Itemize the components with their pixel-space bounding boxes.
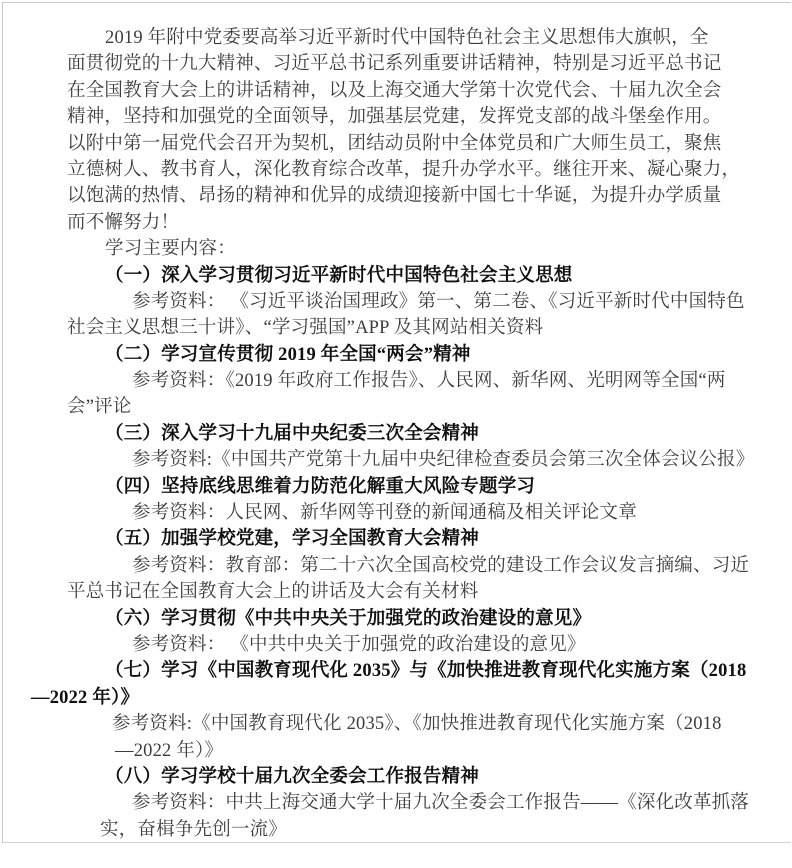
reference-line: 参考资料：中共上海交通大学十届九次全委会工作报告——《深化改革抓落 bbox=[132, 793, 750, 814]
reference-line: 参考资料:《中国教育现代化 2035》、《加快推进教育现代化实施方案（2018 bbox=[112, 714, 722, 735]
section-heading: （七）学习《中国教育现代化 2035》与《加快推进教育现代化实施方案（2018 bbox=[105, 661, 747, 682]
document-content bbox=[3, 3, 791, 843]
reference-line: 参考资料：教育部：第二十六次全国高校党的建设工作会议发言摘编、习近 bbox=[132, 555, 750, 576]
intro-paragraph-line: 面贯彻党的十九大精神、习近平总书记系列重要讲话精神，特别是习近平总书记 bbox=[67, 54, 722, 75]
reference-line: 参考资料：《2019 年政府工作报告》、人民网、新华网、光明网等全国“两 bbox=[132, 371, 726, 392]
intro-paragraph-line: 以附中第一届党代会召开为契机，团结动员附中全体党员和广大师生员工，聚焦 bbox=[67, 133, 722, 154]
reference-line: 会”评论 bbox=[67, 397, 132, 418]
reference-line: 平总书记在全国教育大会上的讲话及大会有关材料 bbox=[67, 582, 479, 603]
intro-paragraph-line: 而不懈努力！ bbox=[67, 212, 180, 233]
reference-line: 参考资料：人民网、新华网等刊登的新闻通稿及相关评论文章 bbox=[132, 503, 637, 524]
intro-paragraph-line: 精神，坚持和加强党的全面领导，加强基层党建，发挥党支部的战斗堡垒作用。 bbox=[67, 107, 722, 128]
section-heading: （二）学习宣传贯彻 2019 年全国“两会”精神 bbox=[105, 344, 471, 365]
section-heading: （五）加强学校党建，学习全国教育大会精神 bbox=[105, 529, 480, 550]
section-heading: （八）学习学校十届九次全委会工作报告精神 bbox=[105, 766, 480, 787]
document-page bbox=[2, 2, 791, 843]
contents-label: 学习主要内容： bbox=[105, 239, 236, 260]
section-heading: （一）深入学习贯彻习近平新时代中国特色社会主义思想 bbox=[105, 265, 573, 286]
section-heading: （四）坚持底线思维着力防范化解重大风险专题学习 bbox=[105, 476, 536, 497]
section-heading: —2022 年）》 bbox=[31, 687, 140, 708]
section-heading: （六）学习贯彻《中共中央关于加强党的政治建设的意见》 bbox=[105, 608, 592, 629]
intro-paragraph-line: 在全国教育大会上的讲话精神，以及上海交通大学第十次党代会、十届九次全会 bbox=[67, 80, 722, 101]
intro-paragraph-line: 2019 年附中党委要高举习近平新时代中国特色社会主义思想伟大旗帜，全 bbox=[105, 28, 709, 48]
reference-line: 参考资料： 《习近平谈治国理政》第一、第二卷、《习近平新时代中国特色 bbox=[132, 291, 745, 312]
reference-line: 参考资料： 《中共中央关于加强党的政治建设的意见》 bbox=[132, 634, 586, 655]
reference-line: 实，奋楫争先创一流》 bbox=[100, 819, 288, 840]
reference-line: 参考资料:《中国共产党第十九届中央纪律检查委员会第三次全体会议公报》 bbox=[132, 450, 755, 471]
intro-paragraph-line: 以饱满的热情、昂扬的精神和优异的成绩迎接新中国七十华诞，为提升办学质量 bbox=[67, 186, 722, 207]
reference-line: —2022 年）》 bbox=[115, 740, 224, 761]
reference-line: 社会主义思想三十讲》、“学习强国”APP 及其网站相关资料 bbox=[67, 318, 544, 339]
intro-paragraph-line: 立德树人、教书育人，深化教育综合改革，提升办学水平。继往开来、凝心聚力， bbox=[67, 159, 741, 180]
section-heading: （三）深入学习十九届中央纪委三次全会精神 bbox=[105, 423, 480, 444]
